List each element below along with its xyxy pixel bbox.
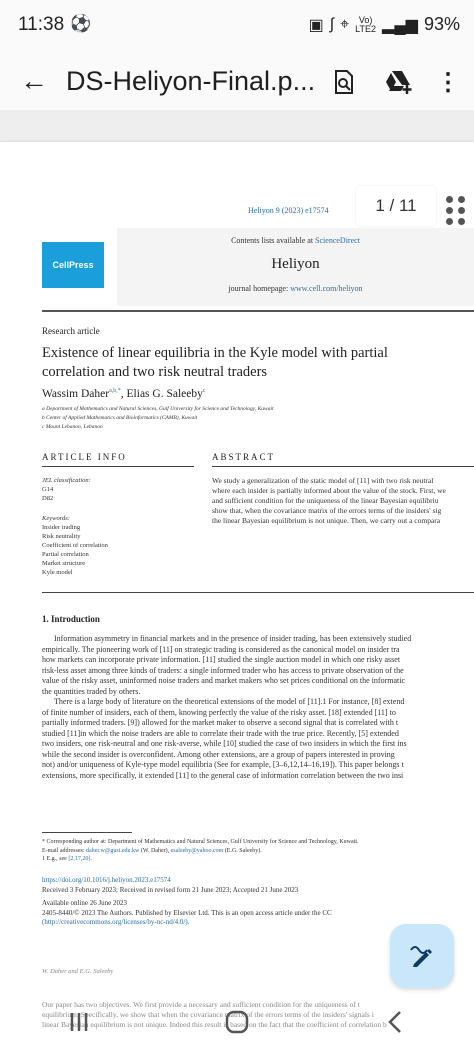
body-line: while the second insider is overconfident. Among other extensions, are a group of papers interested in proving	[42, 749, 395, 759]
contents-prefix: Contents lists available at	[231, 236, 316, 245]
journal-banner	[117, 228, 474, 306]
email-name-saleeby: (E.G. Saleeby).	[223, 847, 262, 854]
keyword: Risk neutrality	[42, 533, 81, 540]
footnote-eg-suffix: .	[90, 856, 92, 862]
jel-classification	[42, 476, 91, 503]
bluetooth-icon: ∫	[329, 15, 335, 33]
network-label	[355, 16, 376, 34]
abstract-text	[212, 476, 474, 526]
journal-name: Heliyon	[271, 256, 320, 272]
body-line: how markets can incorporate private information. [11] studied the single auction model in which one risky asset	[42, 655, 401, 664]
body-line: Our paper has two objectives. We first provide a necessary and sufficient condition for the uniqueness of t	[42, 1000, 360, 1009]
keyword: Coefficient of correlation	[42, 542, 108, 549]
homepage-prefix: journal homepage:	[228, 284, 291, 293]
body-line: empirically. The pioneering work of [11] on strategic trading is considered as the canonical model on insider tra	[42, 644, 400, 654]
body-line: There is a large body of literature on the theoretical extensions of the model of [11].1 For instance, [8] extend	[54, 697, 405, 706]
body-line: Information asymmetry in financial markets and in the presence of insider trading, has been extensively studied	[54, 634, 412, 643]
author-1-affil[interactable]: a,b,*	[109, 388, 121, 395]
status-bar	[0, 0, 474, 54]
keyword: Market structure	[42, 560, 86, 567]
footnote-divider	[42, 832, 132, 833]
abstract-line: where each insider is partially informed about the value of the stock. First, we	[212, 486, 446, 495]
add-to-drive-icon[interactable]	[378, 62, 418, 102]
author-1: Wassim Daher	[42, 388, 110, 400]
article-info-heading: ARTICLE INFO	[42, 452, 127, 462]
abstract-line: the linear Bayesian equilibrium is not unique. Then, we carry out a compara	[212, 516, 441, 525]
edit-annotate-icon[interactable]	[390, 924, 454, 988]
doi-link[interactable]: https://doi.org/10.1016/j.heliyon.2023.e17574	[42, 876, 171, 884]
jel-heading: JEL classification:	[42, 477, 91, 484]
abstract-line: and sufficient condition for the uniqueness of the linear Bayesian equilibriu	[212, 496, 439, 505]
document-title: DS-Heliyon-Final.p...	[66, 66, 316, 96]
sync-icon: ⚽	[70, 14, 92, 33]
pdf-viewer[interactable]	[0, 110, 474, 1053]
introduction-heading: 1. Introduction	[42, 614, 100, 624]
email-name-daher: (W. Daher),	[139, 847, 171, 854]
back-arrow-icon[interactable]: ←	[20, 65, 48, 96]
article-title: Existence of linear equilibria in the Kyle model with partial correlation and two risk neutral traders	[42, 345, 388, 380]
keyword: Partial correlation	[42, 551, 89, 558]
footnote-emails	[42, 847, 474, 856]
nfc-icon: ▣	[308, 16, 324, 34]
contents-line	[117, 236, 474, 245]
body-line: studied [11]in which the noise traders are able to correlate their trade with the true price. Recently, [5] extended	[42, 728, 399, 738]
footnote-refs-link[interactable]: [2,17,20]	[68, 856, 91, 862]
keywords	[42, 514, 108, 577]
license-text: 2405-8440/© 2023 The Authors. Published by Elsevier Ltd. This is an open access article under the CC	[42, 908, 332, 917]
cellpress-logo-text: CellPress	[52, 260, 94, 270]
status-icons	[309, 14, 460, 35]
author-2-affil[interactable]: c	[202, 388, 206, 395]
section-divider	[42, 592, 474, 593]
header-divider	[42, 310, 474, 312]
body-line: value of the risky asset, uninformed noise traders and market makers who set prices conditional on the informatic	[42, 676, 406, 685]
home-icon[interactable]	[207, 997, 267, 1047]
body-line: partially informed traders. [9]) allowed for the market maker to observe a second signal that is correlated with t	[42, 718, 399, 727]
back-nav-icon[interactable]	[365, 997, 425, 1047]
footnotes	[42, 838, 474, 864]
jel-code: G14	[42, 486, 54, 493]
affiliation-b: b Center of Applied Mathematics and Bioinformatics (CAMB), Kuwait	[42, 415, 198, 421]
received-dates: Received 3 February 2023; Received in revised form 21 June 2023; Accepted 21 June 2023	[42, 885, 299, 894]
abstract-line: show that, when the covariance matrix of the errors terms of the insiders' sig	[212, 506, 442, 515]
network-top: Vo)	[358, 14, 373, 25]
footnote-corresponding: * Corresponding author at: Department of Mathematics and Natural Sciences, Gulf University for Science and Technology, Kuwait.	[42, 839, 359, 845]
grid-view-icon[interactable]	[440, 186, 474, 226]
status-time: 11:38	[18, 14, 65, 35]
email-link-saleeby[interactable]: esaleeby@yahoo.com	[170, 847, 224, 854]
sciencedirect-link[interactable]: ScienceDirect	[315, 236, 360, 245]
body-line: risk-less asset among three kinds of traders: a single informed trader who has access to private observation of the	[42, 665, 404, 675]
article-info-rule	[42, 466, 194, 467]
email-label: E-mail addresses:	[42, 847, 86, 854]
article-metadata	[42, 876, 474, 928]
battery-level: 93%	[423, 14, 460, 34]
more-vert-icon[interactable]: ⋮	[436, 68, 460, 96]
introduction-text	[42, 634, 474, 781]
body-line: equilibrium. Specifically, we show that when the covariance matrix of the errors terms of the insiders' signals i	[42, 1010, 374, 1019]
footnote-eg	[42, 855, 474, 864]
abstract-rule	[212, 466, 474, 467]
keyword: Insider trading	[42, 524, 81, 531]
keywords-heading: Keywords:	[42, 515, 70, 522]
abstract-heading: ABSTRACT	[212, 452, 276, 462]
affiliation-c: c Mount Lebanon, Lebanon	[42, 424, 103, 430]
wifi-icon: ⌖	[340, 15, 350, 33]
cellpress-logo	[42, 242, 104, 288]
journal-reference[interactable]: Heliyon 9 (2023) e17574	[248, 206, 329, 215]
keyword: Kyle model	[42, 569, 73, 576]
license-link[interactable]: (http://creativecommons.org/licenses/by-nc-nd/4.0/).	[42, 918, 190, 926]
body-line: two insiders, one risk-neutral and one risk-averse, while [10] studied the case of two insiders in which the first ins	[42, 739, 407, 748]
journal-homepage-link[interactable]: www.cell.com/heliyon	[290, 284, 363, 293]
authors	[42, 388, 206, 400]
affiliation-a: a Department of Mathematics and Natural Sciences, Gulf University for Science and Technology, Kuwait	[42, 406, 274, 412]
body-line: linear Bayesian equilibrium is not unique. Indeed this result is based on the fact that the coefficient of correlation b	[42, 1020, 387, 1029]
available-online: Available online 26 June 2023	[42, 899, 128, 907]
article-type: Research article	[42, 326, 100, 336]
abstract-line: We study a generalization of the static model of [11] with two risk neutral	[212, 476, 434, 485]
body-line: the quantities traded by others.	[42, 686, 141, 696]
page-counter: 1 / 11	[356, 186, 436, 226]
homepage-line	[117, 284, 474, 293]
body-line: of finite number of insiders, each of them, knowing perfectly the value of the risky asset. [18] extended [11] to	[42, 707, 396, 717]
pdf-page-1	[0, 142, 474, 1012]
body-line: not) and/or uniqueness of Kyle-type model equilibria (See for example, [3–6,12,14–16,19]). This paper belongs t	[42, 760, 404, 769]
signal-icon: ▂▄▆	[382, 16, 418, 34]
author-2: , Elias G. Saleeby	[120, 388, 203, 400]
network-bottom: LTE2	[355, 23, 377, 34]
running-header: W. Daher and E.G. Saleeby	[42, 968, 114, 975]
email-link-daher[interactable]: daher.w@gust.edu.kw	[86, 847, 140, 854]
journal-header	[42, 228, 474, 306]
system-nav-bar	[0, 990, 474, 1053]
body-line: extensions, more specifically, it extended [11] to the general case of information correlation between the two insi	[42, 770, 404, 780]
app-bar	[0, 54, 474, 110]
footnote-eg-prefix: 1 E.g., see	[42, 856, 69, 862]
jel-code: D82	[42, 495, 54, 502]
search-in-document-icon[interactable]	[324, 62, 364, 102]
recent-apps-icon[interactable]	[49, 997, 109, 1047]
